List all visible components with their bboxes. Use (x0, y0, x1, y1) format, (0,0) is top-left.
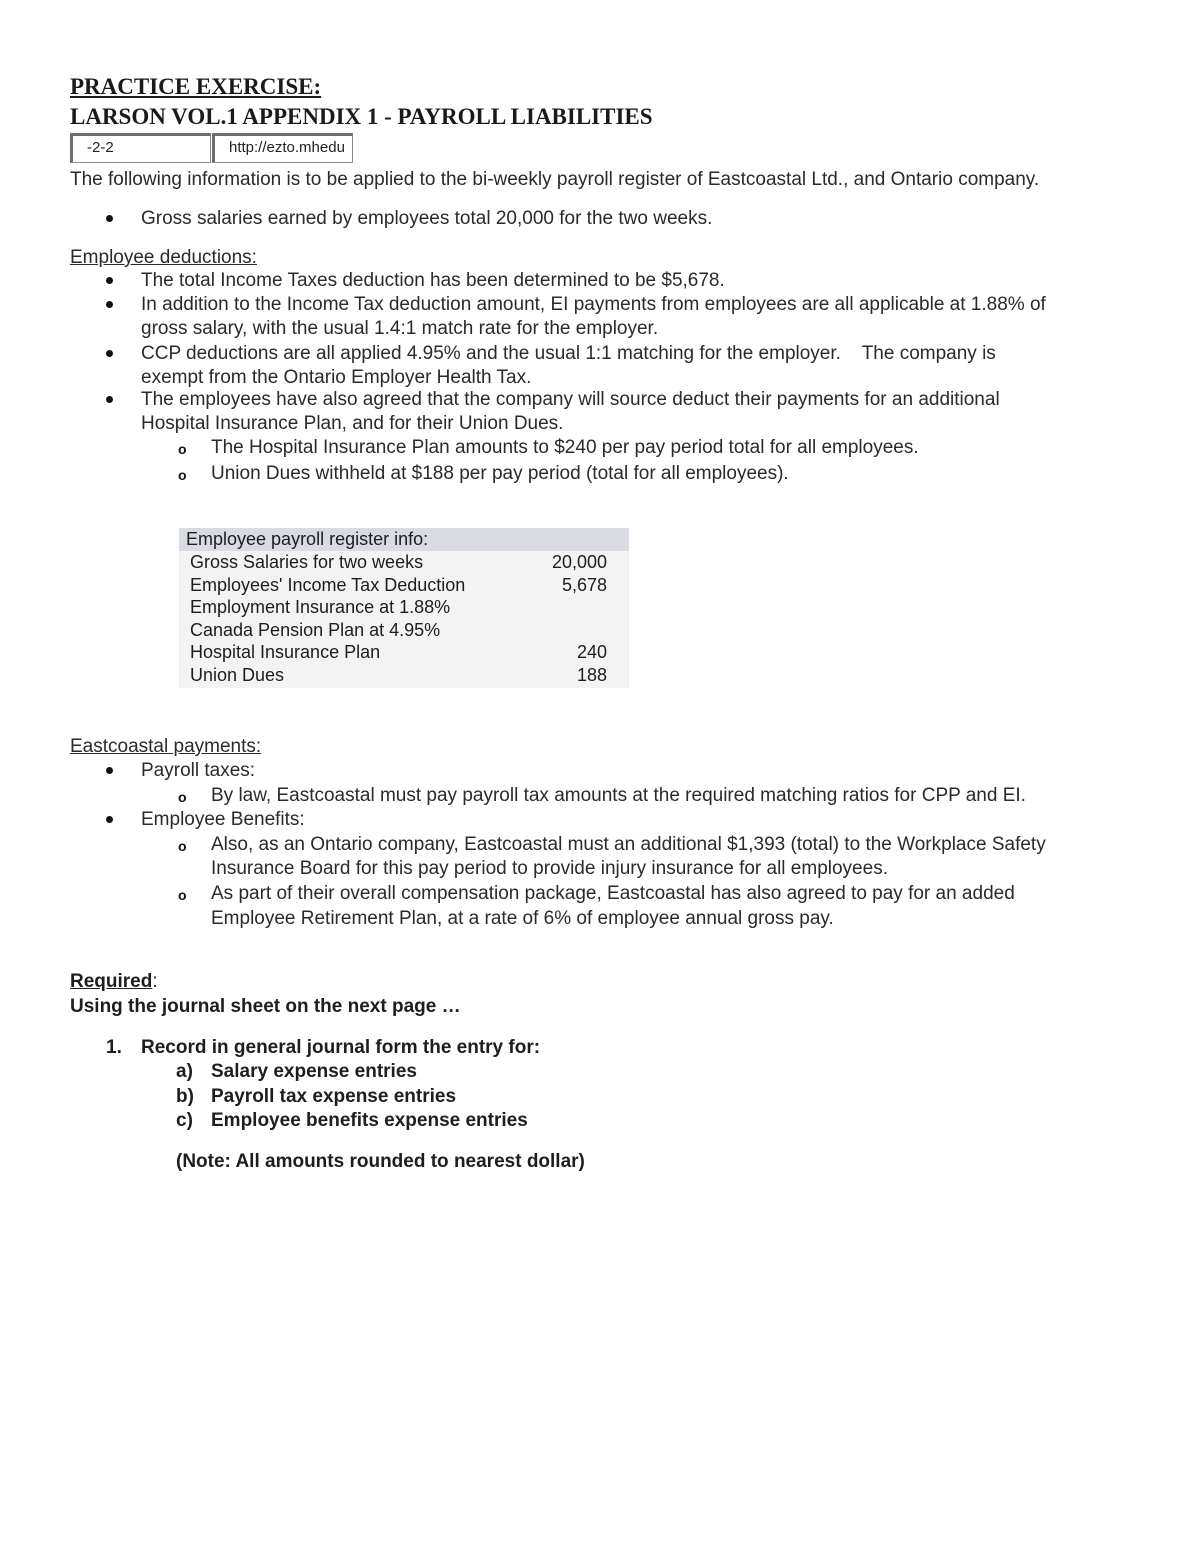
row-value: 188 (576, 665, 607, 685)
circle-bullet-icon: o (178, 467, 187, 483)
required-item-1: Record in general journal form the entry for: (141, 1037, 541, 1058)
deduction-item-2-line2: gross salary, with the usual 1.4:1 match rate for the employer. (141, 318, 659, 339)
employee-benefits-item: Employee Benefits: (141, 809, 305, 830)
table-row (179, 619, 629, 642)
row-label: Union Dues (190, 665, 285, 685)
bullet-icon (106, 396, 113, 403)
deduction-subitem-2: Union Dues withheld at $188 per pay period (total for all employees). (211, 463, 789, 484)
field-box-2[interactable]: http://ezto.mhedu (212, 133, 353, 163)
bullet-icon (106, 215, 113, 222)
table-row (179, 641, 629, 664)
benefits-subitem-1-line2: Insurance Board for this pay period to provide injury insurance for all employees. (211, 858, 888, 879)
rounding-note: (Note: All amounts rounded to nearest dollar) (176, 1151, 585, 1172)
table-row (179, 551, 629, 574)
page-subtitle: LARSON VOL.1 APPENDIX 1 - PAYROLL LIABILITIES (70, 104, 653, 129)
bullet-icon (106, 350, 113, 357)
circle-bullet-icon: o (178, 838, 187, 854)
required-item-b: Payroll tax expense entries (211, 1086, 457, 1107)
row-value: 240 (576, 642, 607, 663)
deduction-item-1: The total Income Taxes deduction has been determined to be $5,678. (141, 270, 725, 291)
required-item-a: Salary expense entries (211, 1061, 417, 1082)
circle-bullet-icon: o (178, 789, 187, 805)
field-box-1[interactable]: -2-2 (70, 133, 211, 163)
required-colon: : (152, 971, 158, 992)
deduction-item-3-line1: CCP deductions are all applied 4.95% and the usual 1:1 matching for the employer. The company is (141, 343, 996, 364)
payroll-register-table (179, 528, 629, 688)
page-title: PRACTICE EXERCISE: (70, 74, 322, 99)
row-label: Canada Pension Plan at 4.95% (190, 619, 441, 640)
deduction-item-4-line2: Hospital Insurance Plan, and for their Union Dues. (141, 413, 564, 434)
sub-label-c: c) (176, 1110, 193, 1131)
required-label: Required (70, 971, 153, 992)
payroll-taxes-item: Payroll taxes: (141, 760, 256, 781)
table-row (179, 574, 629, 597)
bullet-icon (106, 277, 113, 284)
circle-bullet-icon: o (178, 441, 187, 457)
sub-label-b: b) (176, 1086, 194, 1107)
eastcoastal-payments-heading: Eastcoastal payments: (70, 736, 262, 757)
bullet-icon (106, 301, 113, 308)
deduction-item-2-line1: In addition to the Income Tax deduction amount, EI payments from employees are all applicable at 1.88% of (141, 294, 1046, 315)
employee-deductions-heading: Employee deductions: (70, 247, 257, 268)
payroll-taxes-subitem: By law, Eastcoastal must pay payroll tax amounts at the required matching ratios for CPP and EI. (211, 785, 1026, 806)
row-label: Employees' Income Tax Deduction (190, 574, 466, 595)
table-row (179, 664, 629, 687)
row-label: Gross Salaries for two weeks (190, 552, 424, 572)
payroll-register-header: Employee payroll register info: (179, 528, 629, 551)
bullet-icon (106, 816, 113, 823)
benefits-subitem-2-line2: Employee Retirement Plan, at a rate of 6% of employee annual gross pay. (211, 908, 834, 929)
row-value: 20,000 (551, 552, 607, 572)
benefits-subitem-1-line1: Also, as an Ontario company, Eastcoastal must an additional $1,393 (total) to the Workplace Safety (211, 834, 1046, 855)
row-value: 5,678 (561, 574, 607, 595)
row-label: Hospital Insurance Plan (190, 642, 381, 663)
gross-salaries-text: Gross salaries earned by employees total 20,000 for the two weeks. (141, 208, 713, 229)
benefits-subitem-2-line1: As part of their overall compensation package, Eastcoastal has also agreed to pay for an added (211, 883, 1015, 904)
payroll-register-body (179, 551, 629, 688)
item-number: 1. (106, 1037, 122, 1058)
required-heading (70, 970, 158, 994)
deduction-item-4-line1: The employees have also agreed that the company will source deduct their payments for an additional (141, 389, 1000, 410)
row-label: Employment Insurance at 1.88% (190, 597, 451, 618)
circle-bullet-icon: o (178, 887, 187, 903)
required-item-c: Employee benefits expense entries (211, 1110, 528, 1131)
table-row (179, 596, 629, 619)
sub-label-a: a) (176, 1061, 193, 1082)
bullet-icon (106, 767, 113, 774)
deduction-subitem-1: The Hospital Insurance Plan amounts to $240 per pay period total for all employees. (211, 437, 919, 458)
using-journal-text: Using the journal sheet on the next page … (70, 996, 461, 1017)
intro-text: The following information is to be applied to the bi-weekly payroll register of Eastcoastal Ltd., and Ontario company. (70, 169, 1040, 190)
deduction-item-3-line2: exempt from the Ontario Employer Health Tax. (141, 367, 532, 388)
